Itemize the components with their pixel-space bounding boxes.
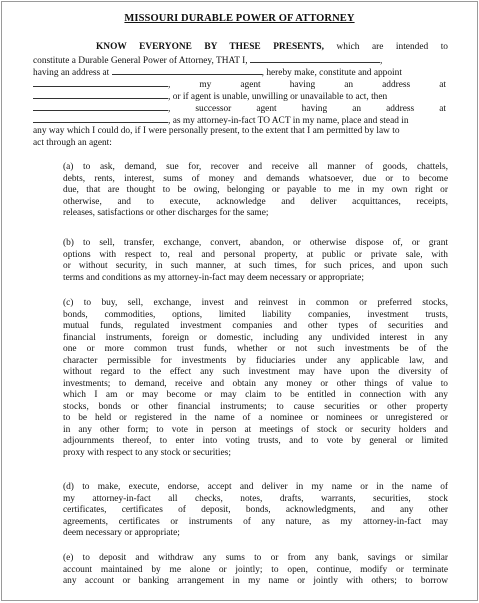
document-title: MISSOURI DURABLE POWER OF ATTORNEY xyxy=(124,13,355,24)
intro-line-2: constitute a Durable General Power of Attorney, THAT I, , xyxy=(33,56,383,66)
intro-line-9: act through an agent: xyxy=(33,138,112,148)
intro-line-7: , as my attorney-in-fact TO ACT in my name, place and stead in xyxy=(33,114,409,127)
paragraph-a: (a) to ask, demand, sue for, recover and receive all manner of goods, chattels, debts, rents, interest, sums of money and demands whatsoever, due or to become due, that are thought to be owing, belonging or payable to me in my own right or otherwise, and to execute, acknowledge and deliver acquittances, receipts, releases, satisfactions or other discharges for the same; xyxy=(63,162,448,218)
intro-line-5: , or if agent is unable, unwilling or unavailable to act, then xyxy=(33,90,387,103)
principal-address-field[interactable] xyxy=(112,66,262,75)
document-page xyxy=(1,1,478,601)
paragraph-d: (d) to make, execute, endorse, accept and deliver in my name or in the name of my attorney-in-fact all checks, notes, drafts, warrants, securities, stock certificates, certificates of deposit, bonds, acknowledgments, and any other agreements, certificates or instruments of any nature, as my attorney-in-fact may deem necessary or appropriate; xyxy=(63,482,448,538)
intro-line-6: , successor agent having an address at xyxy=(33,102,448,115)
paragraph-b: (b) to sell, transfer, exchange, convert, abandon, or otherwise dispose of, or grant options with respect to, real and personal property, at public or private sale, with or without security, in such manner, at such times, for such prices, and upon such terms and conditions as my attorney-in-fact may deem necessary or appropriate; xyxy=(63,238,448,283)
agent-address-field[interactable] xyxy=(33,90,168,99)
intro-line-4: , my agent having an address at xyxy=(33,78,448,91)
agent-name-field[interactable] xyxy=(33,78,168,87)
intro-line-8: any way which I could do, if I were personally present, to the extent that I am permitted by law to xyxy=(33,126,400,136)
intro-heading: KNOW EVERYONE BY THESE PRESENTS, xyxy=(96,42,324,52)
paragraph-c: (c) to buy, sell, exchange, invest and reinvest in common or preferred stocks, bonds, commodities, options, limited liability companies, investment trusts, mutual funds, regulated investment companies and other types of securities and financial instruments, foreign or domestic, including any undivided interest in any one or more common trust funds, whether or not such investments be of the character permissible for investments by fiduciaries under any applicable law, and without regard to the effect any such investment may have upon the diversity of investments; to demand, receive and obtain any money or other things of value to which I am or may become or may claim to be entitled in connection with any stocks, bonds or other financial instruments; to cause securities or other property to be held or registered in the name of a nominee or nominees or unregistered or in any other form; to vote in person at meetings of stock or security holders and adjournments thereof, to enter into voting trusts, and to vote by general or limited proxy with respect to any stock or securities; xyxy=(63,298,448,458)
successor-agent-address-field[interactable] xyxy=(33,114,168,123)
successor-agent-name-field[interactable] xyxy=(33,102,168,111)
intro-line-3: having an address at , hereby make, constitute and appoint xyxy=(33,68,402,78)
paragraph-e: (e) to deposit and withdraw any sums to or from any bank, savings or similar account maintained by me alone or jointly; to open, continue, modify or terminate any account or banking arrangement in my name or jointly with others; to borrow xyxy=(63,553,448,586)
intro-line-1: KNOW EVERYONE BY THESE PRESENTS, which are intended to xyxy=(96,42,448,52)
principal-name-field[interactable] xyxy=(250,54,380,63)
